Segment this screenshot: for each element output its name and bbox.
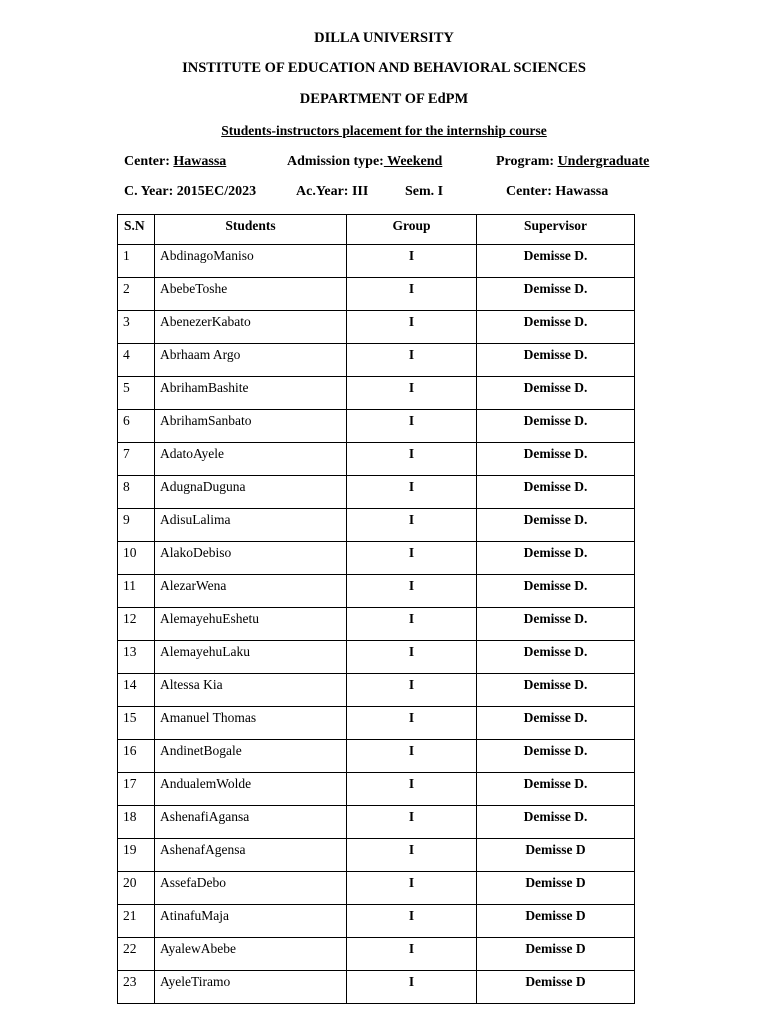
table-row xyxy=(118,542,635,575)
supervisor-cell: Demisse D. xyxy=(477,509,635,542)
column-header-supervisor: Supervisor xyxy=(477,215,635,245)
table-row xyxy=(118,641,635,674)
program-value: Undergraduate xyxy=(557,154,650,169)
supervisor-cell: Demisse D. xyxy=(477,707,635,740)
row-number: 8 xyxy=(118,476,155,509)
student-name: AlezarWena xyxy=(155,575,347,608)
table-row xyxy=(118,311,635,344)
supervisor-cell: Demisse D. xyxy=(477,806,635,839)
table-row xyxy=(118,905,635,938)
table-row xyxy=(118,773,635,806)
row-number: 9 xyxy=(118,509,155,542)
supervisor-cell: Demisse D. xyxy=(477,608,635,641)
row-number: 2 xyxy=(118,278,155,311)
group-cell: I xyxy=(347,311,477,344)
table-row xyxy=(118,377,635,410)
student-name: AbrihamBashite xyxy=(155,377,347,410)
student-name: AssefaDebo xyxy=(155,872,347,905)
table-row xyxy=(118,971,635,1004)
supervisor-cell: Demisse D. xyxy=(477,476,635,509)
admission-label: Admission type: xyxy=(287,154,384,169)
document-subtitle: Students-instructors placement for the internship course xyxy=(221,123,547,138)
row-number: 17 xyxy=(118,773,155,806)
student-name: AndinetBogale xyxy=(155,740,347,773)
group-cell: I xyxy=(347,575,477,608)
group-cell: I xyxy=(347,674,477,707)
student-name: AbrihamSanbato xyxy=(155,410,347,443)
group-cell: I xyxy=(347,377,477,410)
table-header-row xyxy=(118,215,635,245)
column-header-group: Group xyxy=(347,215,477,245)
column-header-sn: S.N xyxy=(118,215,155,245)
student-name: AlemayehuEshetu xyxy=(155,608,347,641)
student-name: AdatoAyele xyxy=(155,443,347,476)
supervisor-cell: Demisse D. xyxy=(477,641,635,674)
supervisor-cell: Demisse D xyxy=(477,872,635,905)
table-row xyxy=(118,575,635,608)
department-title: DEPARTMENT OF EdPM xyxy=(299,91,469,107)
group-cell: I xyxy=(347,872,477,905)
student-name: Amanuel Thomas xyxy=(155,707,347,740)
supervisor-cell: Demisse D. xyxy=(477,311,635,344)
row-number: 3 xyxy=(118,311,155,344)
supervisor-cell: Demisse D. xyxy=(477,443,635,476)
group-cell: I xyxy=(347,806,477,839)
row-number: 20 xyxy=(118,872,155,905)
row-number: 5 xyxy=(118,377,155,410)
supervisor-cell: Demisse D xyxy=(477,938,635,971)
group-cell: I xyxy=(347,476,477,509)
group-cell: I xyxy=(347,641,477,674)
table-row xyxy=(118,410,635,443)
group-cell: I xyxy=(347,410,477,443)
group-cell: I xyxy=(347,542,477,575)
table-row xyxy=(118,344,635,377)
group-cell: I xyxy=(347,905,477,938)
center-label: Center: xyxy=(124,154,170,169)
group-cell: I xyxy=(347,245,477,278)
group-cell: I xyxy=(347,608,477,641)
group-cell: I xyxy=(347,773,477,806)
row-number: 13 xyxy=(118,641,155,674)
supervisor-cell: Demisse D xyxy=(477,839,635,872)
table-row xyxy=(118,872,635,905)
admission-value: Weekend xyxy=(383,154,443,169)
row-number: 1 xyxy=(118,245,155,278)
table-row xyxy=(118,278,635,311)
center-repeat: Center: Hawassa xyxy=(506,184,609,199)
university-title: DILLA UNIVERSITY xyxy=(314,30,454,46)
row-number: 23 xyxy=(118,971,155,1004)
supervisor-cell: Demisse D xyxy=(477,905,635,938)
table-row xyxy=(118,707,635,740)
student-name: Abrhaam Argo xyxy=(155,344,347,377)
row-number: 21 xyxy=(118,905,155,938)
student-name: Altessa Kia xyxy=(155,674,347,707)
program-field xyxy=(496,153,649,171)
table-row xyxy=(118,674,635,707)
table-row xyxy=(118,740,635,773)
student-name: AyeleTiramo xyxy=(155,971,347,1004)
student-name: AlemayehuLaku xyxy=(155,641,347,674)
group-cell: I xyxy=(347,740,477,773)
admission-field xyxy=(287,153,442,171)
supervisor-cell: Demisse D. xyxy=(477,245,635,278)
supervisor-cell: Demisse D xyxy=(477,971,635,1004)
table-row xyxy=(118,839,635,872)
row-number: 12 xyxy=(118,608,155,641)
group-cell: I xyxy=(347,509,477,542)
placement-table xyxy=(117,214,635,1004)
row-number: 19 xyxy=(118,839,155,872)
center-value: Hawassa xyxy=(173,154,227,169)
supervisor-cell: Demisse D. xyxy=(477,278,635,311)
supervisor-cell: Demisse D. xyxy=(477,377,635,410)
row-number: 22 xyxy=(118,938,155,971)
student-name: AtinafuMaja xyxy=(155,905,347,938)
supervisor-cell: Demisse D. xyxy=(477,773,635,806)
row-number: 6 xyxy=(118,410,155,443)
group-cell: I xyxy=(347,839,477,872)
row-number: 14 xyxy=(118,674,155,707)
table-row xyxy=(118,443,635,476)
student-name: AbenezerKabato xyxy=(155,311,347,344)
row-number: 16 xyxy=(118,740,155,773)
institute-title: INSTITUTE OF EDUCATION AND BEHAVIORAL SCIENCES xyxy=(182,60,586,76)
academic-year: Ac.Year: III xyxy=(296,184,369,199)
table-row xyxy=(118,245,635,278)
student-name: AshenafAgensa xyxy=(155,839,347,872)
student-name: AbebeToshe xyxy=(155,278,347,311)
table-body xyxy=(118,245,635,1004)
table-row xyxy=(118,806,635,839)
student-name: AndualemWolde xyxy=(155,773,347,806)
group-cell: I xyxy=(347,443,477,476)
supervisor-cell: Demisse D. xyxy=(477,740,635,773)
student-name: AlakoDebiso xyxy=(155,542,347,575)
group-cell: I xyxy=(347,938,477,971)
student-name: AdisuLalima xyxy=(155,509,347,542)
group-cell: I xyxy=(347,971,477,1004)
supervisor-cell: Demisse D. xyxy=(477,674,635,707)
supervisor-cell: Demisse D. xyxy=(477,344,635,377)
calendar-year: C. Year: 2015EC/2023 xyxy=(124,184,257,199)
table-row xyxy=(118,608,635,641)
group-cell: I xyxy=(347,344,477,377)
supervisor-cell: Demisse D. xyxy=(477,542,635,575)
table-row xyxy=(118,938,635,971)
row-number: 18 xyxy=(118,806,155,839)
student-name: AyalewAbebe xyxy=(155,938,347,971)
row-number: 10 xyxy=(118,542,155,575)
group-cell: I xyxy=(347,278,477,311)
table-row xyxy=(118,476,635,509)
table-row xyxy=(118,509,635,542)
center-field xyxy=(124,153,226,171)
group-cell: I xyxy=(347,707,477,740)
student-name: AbdinagoManiso xyxy=(155,245,347,278)
row-number: 11 xyxy=(118,575,155,608)
student-name: AdugnaDuguna xyxy=(155,476,347,509)
program-label: Program: xyxy=(496,154,555,169)
student-name: AshenafiAgansa xyxy=(155,806,347,839)
column-header-students: Students xyxy=(155,215,347,245)
semester: Sem. I xyxy=(405,184,444,199)
supervisor-cell: Demisse D. xyxy=(477,575,635,608)
supervisor-cell: Demisse D. xyxy=(477,410,635,443)
row-number: 7 xyxy=(118,443,155,476)
row-number: 15 xyxy=(118,707,155,740)
row-number: 4 xyxy=(118,344,155,377)
